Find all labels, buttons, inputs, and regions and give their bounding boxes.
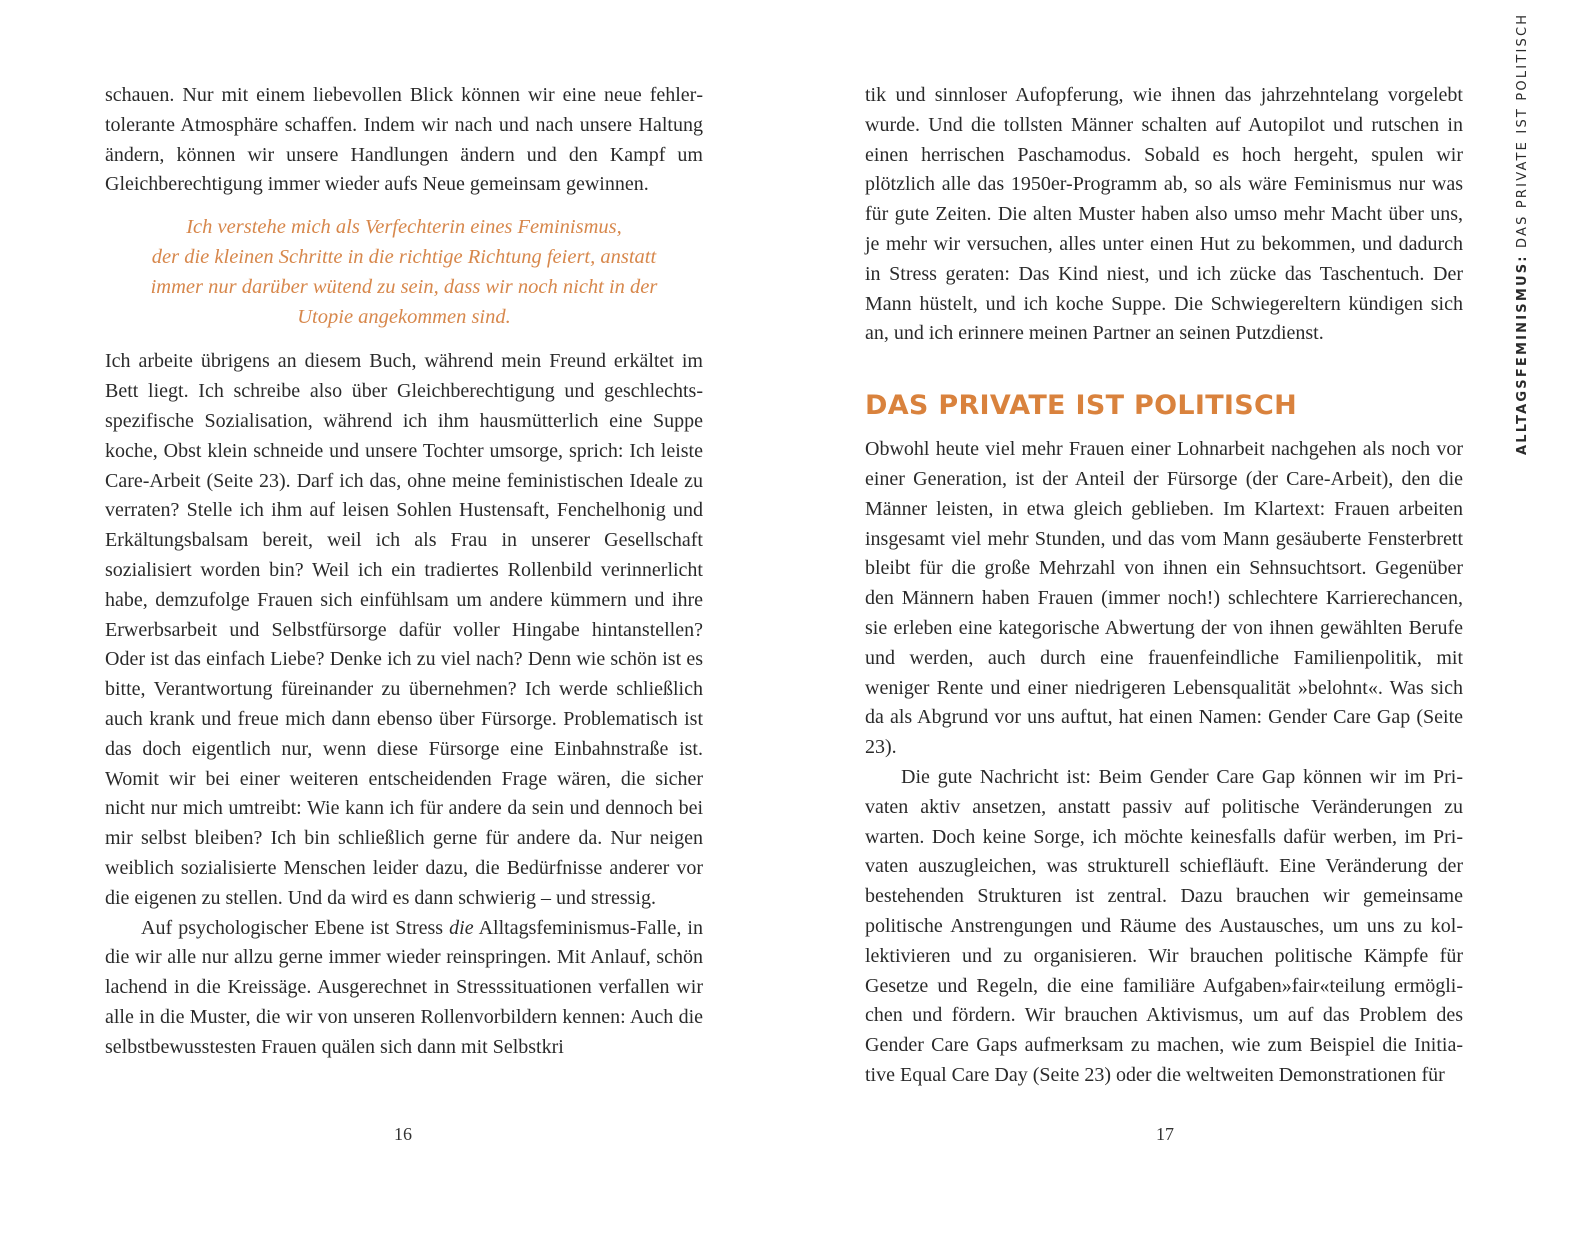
running-head xyxy=(1512,12,1536,460)
right-page-text xyxy=(865,81,1463,1091)
left-paragraph-3 xyxy=(105,914,703,1063)
left-paragraph-3-start: Auf psychologischer Ebene ist Stress xyxy=(141,916,450,939)
left-paragraph-3-end: Alltagsfeminismus-Falle, in die wir alle nur allzu gerne immer wieder reinspringen. Mit Anlauf, schön lachend in die Kreissäge. Ausgerechnet in Stresssituationen verfallen wir alle in die Muster, die wir von unseren Rollenvorbildern kennen: Auch die selbstbewusstesten Frauen quälen sich dann mit Selbstkri xyxy=(105,916,703,1058)
right-paragraph-1: tik und sinnloser Aufopferung, wie ihnen das jahrzehntelang vorgelebt wurde. Und die tollsten Männer schalten auf Autopilot und rutschen in einen herrischen Paschamodus. Sobald es hoch hergeht, spulen wir plötzlich alle das 1950er-Programm ab, so als wäre Feminismus nur was für gute Zeiten. Die alten Muster haben also umso mehr Macht über uns, je mehr wir versuchen, alles unter einen Hut zu bekommen, und dadurch in Stress geraten: Das Kind niest, und ich zücke das Taschentuch. Der Mann hüstelt, und ich koche Suppe. Die Schwiegereltern kündigen sich an, und ich erinnere meinen Partner an seinen Putzdienst. xyxy=(865,84,1463,345)
running-head-chapter: DAS PRIVATE IST POLITISCH xyxy=(1515,12,1530,255)
section-heading: DAS PRIVATE IST POLITISCH xyxy=(865,390,1298,422)
pull-quote xyxy=(105,213,703,332)
left-paragraph-1: schauen. Nur mit einem liebevollen Blick können wir eine neue fehlertolerante Atmosphäre schaffen. Indem wir nach und nach unsere Haltung ändern, können wir unsere Handlungen ändern und den Kampf um Gleichberechtigung immer wieder aufs Neue gemeinsam gewinnen. xyxy=(105,84,703,196)
right-paragraph-3: Die gute Nachricht ist: Beim Gender Care Gap können wir im Privaten aktiv ansetzen, anstatt passiv auf politische Veränderungen zu warten. Doch keine Sorge, ich möchte keinesfalls dafür werben, im Privaten auszugleichen, was strukturell schiefläuft. Eine Veränderung der bestehenden Strukturen ist zentral. Dazu brauchen wir gemeinsame politische Anstrengungen und Räume des Austausches, um uns zu kollektivieren und zu organisieren. Wir brauchen politische Kämpfe für Gesetze und Regeln, die eine familiäre Aufgaben»fair«teilung ermöglichen und fördern. Wir brauchen Aktivismus, um auf das Problem des Gender Care Gaps aufmerksam zu machen, wie zum Beispiel die Initiative Equal Care Day (Seite 23) oder die weltweiten Demonstrationen für xyxy=(865,765,1463,1086)
left-paragraph-2: Ich arbeite übrigens an diesem Buch, während mein Freund erkältet im Bett liegt. Ich schreibe also über Gleichberechtigung und geschlechtsspezifische Sozialisation, während ich ihm hausmütterlich eine Suppe koche, Obst klein schneide und unsere Tochter umsorge, sprich: Ich leiste Care-Arbeit (Seite 23). Darf ich das, ohne meine feministischen Ideale zu verraten? Stelle ich ihm auf leisen Sohlen Hustensaft, Fenchelhonig und Erkältungsbalsam bereit, weil ich als Frau in unserer Gesellschaft sozialisiert worden bin? Weil ich ein tradiertes Rollenbild verinnerlicht habe, demzufolge Frauen sich einfühlsam um andere kümmern und ihre Erwerbsarbeit und Selbstfürsorge dafür voller Hingabe hintanstellen? Oder ist das einfach Liebe? Denke ich zu viel nach? Denn wie schön ist es bitte, Verantwortung füreinander zu übernehmen? Ich werde schließlich auch krank und freue mich dann ebenso über Fürsorge. Problematisch ist das doch eigentlich nur, wenn diese Fürsorge eine Einbahnstraße ist. Womit wir bei einer weiteren entscheidenden Frage wären, die sicher nicht nur mich umtreibt: Wie kann ich für andere da sein und dennoch bei mir selbst bleiben? Ich bin schließlich gerne für andere da. Nur neigen weiblich sozialisierte Menschen leider dazu, die Bedürfnisse anderer vor die eigenen zu stellen. Und da wird es dann schwierig – und stressig. xyxy=(105,350,703,909)
page-number-left: 16 xyxy=(394,1124,412,1144)
pull-quote-line: Ich verstehe mich als Verfechterin eines Feminismus, xyxy=(186,216,622,239)
right-page xyxy=(797,0,1594,1240)
left-page-text xyxy=(105,81,703,1063)
pull-quote-line: Utopie angekommen sind. xyxy=(297,305,511,328)
right-paragraph-2: Obwohl heute viel mehr Frauen einer Lohnarbeit nachgehen als noch vor einer Generation, ist der Anteil der Fürsorge (der Care-Arbeit), den die Männer leisten, in etwa gleich geblieben. Im Klartext: Frauen arbeiten insgesamt viel mehr Stunden, und das vom Mann gesäuberte Fensterbrett bleibt für die große Mehrzahl von ihnen ein Sehnsuchtsort. Gegenüber den Männern haben Frauen (immer noch!) schlechtere Karrierechancen, sie erleben eine kategorische Abwertung der von ihnen gewählten Berufe und werden, auch durch eine frauenfeindliche Familienpolitik, mit weniger Rente und einer niedrigeren Lebensqualität »belohnt«. Was sich da als Abgrund vor uns auftut, hat einen Namen: Gender Care Gap (Seite 23). xyxy=(865,438,1463,759)
pull-quote-line: immer nur darüber wütend zu sein, dass wir noch nicht in der xyxy=(150,275,658,298)
running-head-book: ALLTAGSFEMINISMUS: xyxy=(1515,254,1530,455)
running-head-text xyxy=(1512,13,1534,455)
left-paragraph-3-emphasis: die xyxy=(449,916,474,939)
pull-quote-line: der die kleinen Schritte in die richtige Richtung feiert, anstatt xyxy=(151,245,657,268)
page-number-right: 17 xyxy=(1156,1124,1174,1144)
